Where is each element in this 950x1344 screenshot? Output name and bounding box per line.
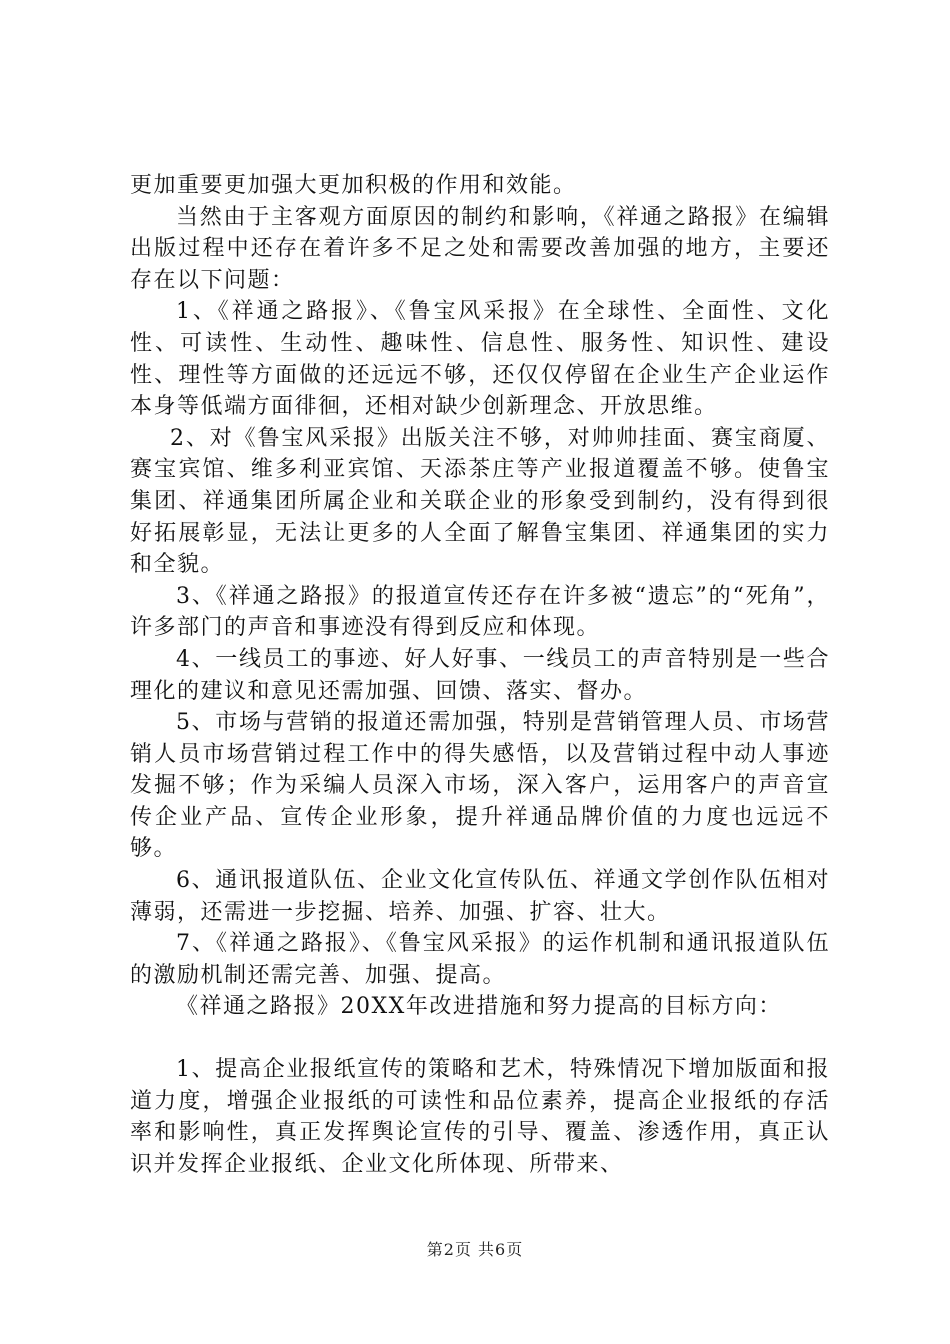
page-footer: 第2页 共6页 bbox=[426, 1240, 524, 1259]
paragraph-problem-6: 6、通讯报道队伍、企业文化宣传队伍、祥通文学创作队伍相对薄弱，还需进一步挖掘、培养、加强、扩容、壮大。 bbox=[130, 868, 830, 925]
paragraph-problem-2: 2、对《鲁宝风采报》出版关注不够，对帅帅挂面、赛宝商厦、赛宝宾馆、维多利亚宾馆、天添茶庄等产业报道覆盖不够。使鲁宝集团、祥通集团所属企业和关联企业的形象受到制约，没有得到很好拓展彰显，无法让更多的人全面了解鲁宝集团、祥通集团的实力和全貌。 bbox=[130, 425, 830, 578]
paragraph-intro-problems: 当然由于主客观方面原因的制约和影响，《祥通之路报》在编辑出版过程中还存在着许多不足之处和需要改善加强的地方，主要还存在以下问题： bbox=[130, 204, 830, 293]
paragraph-problem-5: 5、市场与营销的报道还需加强，特别是营销管理人员、市场营销人员市场营销过程工作中的得失感悟，以及营销过程中动人事迹发掘不够；作为采编人员深入市场，深入客户，运用客户的声音宣传企业产品、宣传企业形象，提升祥通品牌价值的力度也远远不够。 bbox=[130, 710, 830, 862]
paragraph-problem-7: 7、《祥通之路报》、《鲁宝风采报》的运作机制和通讯报道队伍的激励机制还需完善、加强、提高。 bbox=[130, 931, 830, 988]
paragraph-problem-4: 4、一线员工的事迹、好人好事、一线员工的声音特别是一些合理化的建议和意见还需加强、回馈、落实、督办。 bbox=[130, 646, 830, 704]
paragraph-problem-1: 1、《祥通之路报》、《鲁宝风采报》在全球性、全面性、文化性、可读性、生动性、趣味性、信息性、服务性、知识性、建设性、理性等方面做的还远远不够，还仅仅停留在企业生产企业运作本身等低端方面徘徊，还相对缺少创新理念、开放思维。 bbox=[130, 299, 830, 420]
paragraph-continuation: 更加重要更加强大更加积极的作用和效能。 bbox=[130, 173, 577, 198]
paragraph-problem-3: 3、《祥通之路报》的报道宣传还存在许多被“遗忘”的“死角”，许多部门的声音和事迹没有得到反应和体现。 bbox=[130, 583, 830, 641]
paragraph-goal-1: 1、提高企业报纸宣传的策略和艺术，特殊情况下增加版面和报道力度，增强企业报纸的可读性和品位素养，提高企业报纸的存活率和影响性，真正发挥舆论宣传的引导、覆盖、渗透作用，真正认识并发挥企业报纸、企业文化所体现、所带来、 bbox=[130, 1057, 830, 1177]
document-body bbox=[130, 170, 830, 1180]
paragraph-goals-heading: 《祥通之路报》20XX年改进措施和努力提高的目标方向： bbox=[176, 994, 782, 1020]
